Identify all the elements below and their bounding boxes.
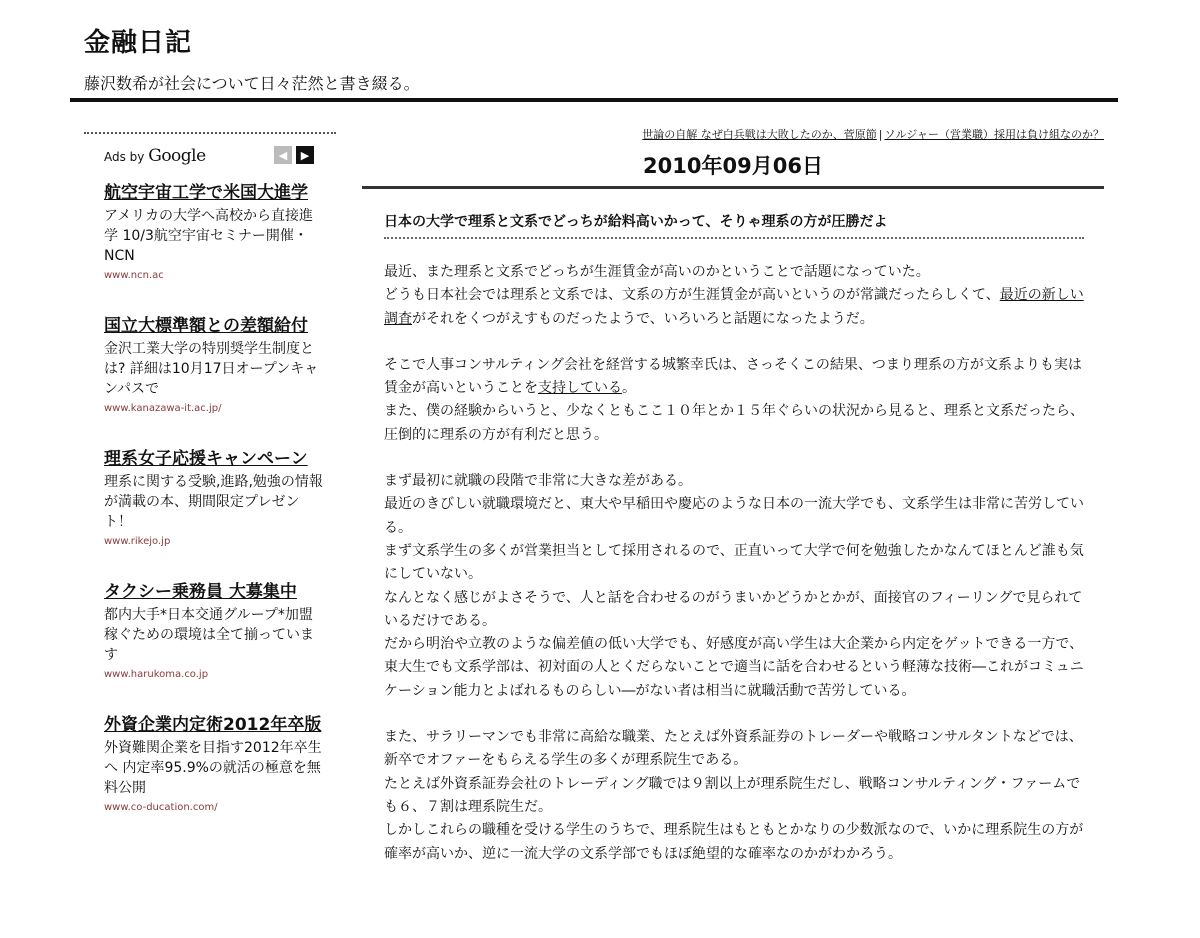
ad-text: 外資難関企業を目指す2012年卒生へ 内定率95.9%の就活の極意を無料公開 xyxy=(104,740,322,796)
text: しかしこれらの職種を受ける学生のうちで、理系院生はもともとかなりの少数派なので、いかに理系院生の方が確率が高いか、逆に一流大学の文系学部でもほぼ絶望的な確率なのかがわかろう。 xyxy=(384,822,1084,862)
post-navigation xyxy=(362,126,1104,142)
paragraph xyxy=(384,261,1084,331)
ad-text: 理系に関する受験,進路,勉強の情報が満載の本、期間限定プレゼント！ xyxy=(104,474,323,530)
next-post-link[interactable]: ソルジャー（営業職）採用は負け組なのか？ xyxy=(884,128,1104,141)
chevron-left-icon[interactable]: ◀ xyxy=(274,146,292,164)
ads-by-google[interactable] xyxy=(104,146,206,166)
nav-separator: | xyxy=(878,128,883,141)
text: まず最初に就職の段階で非常に大きな差がある。 xyxy=(384,473,692,490)
post-date: 2010年09月06日 xyxy=(362,150,1104,189)
blog-header xyxy=(84,22,420,94)
text: がそれをくつがえすものだったようで、いろいろと話題になったようだ。 xyxy=(412,310,874,327)
ads-label: Ads by xyxy=(104,150,145,164)
ad-item[interactable] xyxy=(104,182,324,281)
survey-link[interactable]: 最近の新しい調査 xyxy=(384,287,1084,327)
ad-title[interactable]: 理系女子応援キャンペーン xyxy=(104,449,308,469)
sidebar xyxy=(84,132,336,847)
text: なんとなく感じがよさそうで、人と話を合わせるのがうまいかどうかとかが、面接官のフィーリングで見られているだけである。 xyxy=(384,589,1083,629)
support-link[interactable]: 支持している xyxy=(538,380,622,397)
ad-title[interactable]: 外資企業内定術2012年卒版 xyxy=(104,715,322,735)
ad-url[interactable]: www.rikejo.jp xyxy=(104,536,171,547)
post-title[interactable]: 日本の大学で理系と文系でどっちが給料高いかって、そりゃ理系の方が圧勝だよ xyxy=(384,211,1084,239)
ad-url[interactable]: www.harukoma.co.jp xyxy=(104,669,209,680)
paragraph xyxy=(384,470,1084,703)
google-logo: Google xyxy=(148,146,206,166)
text: どうも日本社会では理系と文系では、文系の方が生涯賃金が高いというのが常識だったらしくて、 xyxy=(384,287,1000,304)
ad-item[interactable] xyxy=(104,714,324,813)
text: 最近のきびしい就職環境だと、東大や早稲田や慶応のような日本の一流大学でも、文系学生は非常に苦労している。 xyxy=(384,496,1084,536)
text: また、僕の経験からいうと、少なくともここ１０年とか１５年ぐらいの状況から見ると、理系と文系だったら、圧倒的に理系の方が有利だと思う。 xyxy=(384,403,1084,443)
ad-text: 都内大手*日本交通グループ*加盟 稼ぐための環境は全て揃っています xyxy=(104,607,314,663)
chevron-right-icon[interactable]: ▶ xyxy=(296,146,314,164)
ad-title[interactable]: 国立大標準額との差額給付 xyxy=(104,316,308,336)
ad-text: 金沢工業大学の特別奨学生制度とは? 詳細は10月17日オープンキャンパスで xyxy=(104,341,319,397)
ad-url[interactable]: www.kanazawa-it.ac.jp/ xyxy=(104,403,222,414)
ad-title[interactable]: タクシー乗務員 大募集中 xyxy=(104,582,297,602)
ad-title[interactable]: 航空宇宙工学で米国大進学 xyxy=(104,183,308,203)
blog-post xyxy=(384,211,1084,866)
paragraph xyxy=(384,354,1084,447)
blog-description: 藤沢数希が社会について日々茫然と書き綴る。 xyxy=(84,74,420,93)
text: たとえば外資系証券会社のトレーディング職では９割以上が理系院生だし、戦略コンサルティング・ファームでも６、７割は理系院生だ。 xyxy=(384,775,1081,815)
text: だから明治や立教のような偏差値の低い大学でも、好感度が高い学生は大企業から内定をゲットできる一方で、東大生でも文系学部は、初対面の人とくだらないことで適当に話を合わせるという軽薄な技術―これがコミュニケーション能力とよばれるものらしい―がない者は相当に就職活動で苦労している。 xyxy=(384,636,1084,699)
ad-item[interactable] xyxy=(104,448,324,547)
prev-post-link[interactable]: 世論の自解 なぜ白兵戦は大敗したのか、菅原節 xyxy=(642,128,877,141)
blog-title[interactable]: 金融日記 xyxy=(84,28,193,58)
header-divider xyxy=(70,98,1118,102)
ad-item[interactable] xyxy=(104,315,324,414)
post-body xyxy=(384,261,1084,866)
ads-header xyxy=(84,132,336,170)
ads-pager xyxy=(274,146,314,164)
main-content xyxy=(362,126,1104,889)
text: 最近、また理系と文系でどっちが生涯賃金が高いのかということで話題になっていた。 xyxy=(384,264,930,280)
ad-url[interactable]: www.ncn.ac xyxy=(104,270,164,281)
ad-url[interactable]: www.co-ducation.com/ xyxy=(104,802,218,813)
paragraph xyxy=(384,726,1084,866)
ad-item[interactable] xyxy=(104,581,324,680)
text: 。 xyxy=(622,380,636,397)
text: そこで人事コンサルティング会社を経営する城繁幸氏は、さっそくこの結果、つまり理系の方が文系よりも実は賃金が高いということを xyxy=(384,356,1082,397)
text: また、サラリーマンでも非常に高給な職業、たとえば外資系証券のトレーダーや戦略コンサルタントなどでは、新卒でオファーをもらえる学生の多くが理系院生である。 xyxy=(384,729,1083,769)
ad-text: アメリカの大学へ高校から直接進学 10/3航空宇宙セミナー開催・NCN xyxy=(104,208,314,264)
text: まず文系学生の多くが営業担当として採用されるので、正直いって大学で何を勉強したかなんてほとんど誰も気にしていない。 xyxy=(384,542,1084,583)
